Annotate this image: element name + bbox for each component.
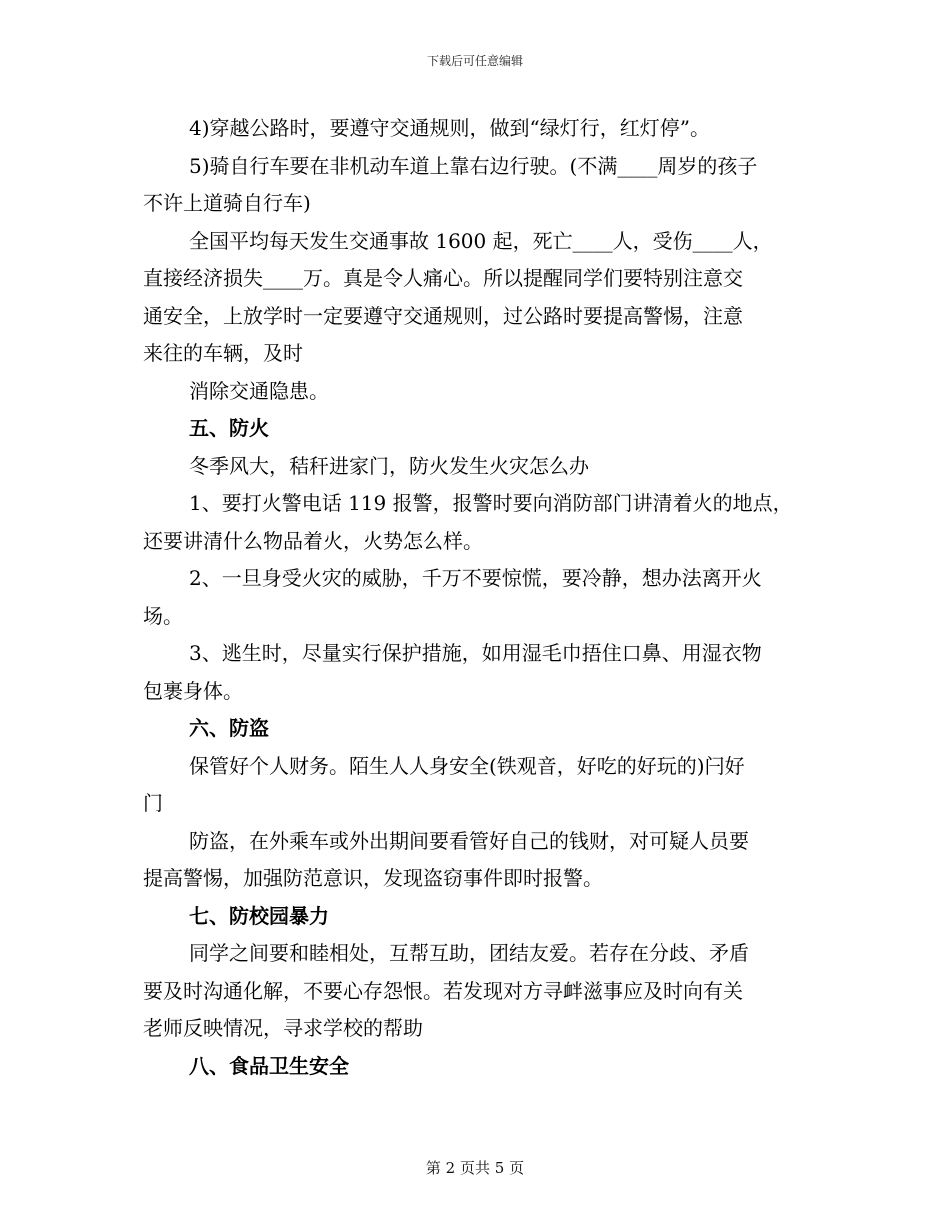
paragraph-line: 来往的车辆，及时 [143,341,303,365]
paragraph-line: 1、要打火警电话 119 报警，报警时要向消防部门讲清着火的地点， [189,491,793,515]
paragraph-line: 3、逃生时，尽量实行保护措施，如用湿毛巾捂住口鼻、用湿衣物 [189,641,762,665]
section-heading-fire: 五、防火 [189,416,269,440]
paragraph-line: 5)骑自行车要在非机动车道上靠右边行驶。(不满____周岁的孩子 [189,153,758,178]
page-header: 下载后可任意编辑 [426,54,523,68]
paragraph-line: 老师反映情况，寻求学校的帮助 [143,1016,423,1040]
paragraph-line: 包裹身体。 [143,678,243,703]
paragraph-line: 同学之间要和睦相处，互帮互助，团结友爱。若存在分歧、矛盾 [189,941,749,965]
paragraph-line: 提高警惕，加强防范意识，发现盗窃事件即时报警。 [143,866,603,890]
page-footer: 第 2 页共 5 页 [425,1159,525,1177]
paragraph-line: 冬季风大，秸秆进家门，防火发生火灾怎么办 [189,453,589,478]
paragraph-line: 防盗，在外乘车或外出期间要看管好自己的钱财，对可疑人员要 [189,828,749,853]
paragraph-line: 通安全，上放学时一定要遵守交通规则，过公路时要提高警惕，注意 [143,303,743,328]
paragraph-line: 门 [143,791,163,815]
document-body [143,110,823,1085]
paragraph-line: 4)穿越公路时，要遵守交通规则，做到“绿灯行，红灯停”。 [189,116,710,140]
section-heading-violence: 七、防校园暴力 [189,903,329,928]
paragraph-line: 消除交通隐患。 [189,378,329,403]
paragraph-line: 直接经济损失____万。真是令人痛心。所以提醒同学们要特别注意交 [143,266,743,290]
paragraph-line: 要及时沟通化解，不要心存怨恨。若发现对方寻衅滋事应及时向有关 [143,978,743,1003]
paragraph-line: 保管好个人财务。陌生人人身安全(铁观音，好吃的好玩的)闩好 [189,753,745,778]
paragraph-line: 2、一旦身受火灾的威胁，千万不要惊慌，要冷静，想办法离开火 [189,566,762,590]
paragraph-line: 不许上道骑自行车) [143,191,311,215]
section-heading-theft: 六、防盗 [189,716,269,740]
paragraph-line: 全国平均每天发生交通事故 1600 起，死亡____人，受伤____人， [189,228,773,253]
paragraph-line: 还要讲清什么物品着火，火势怎么样。 [143,528,483,553]
paragraph-line: 场。 [143,603,183,628]
section-heading-food-safety: 八、食品卫生安全 [189,1053,349,1078]
